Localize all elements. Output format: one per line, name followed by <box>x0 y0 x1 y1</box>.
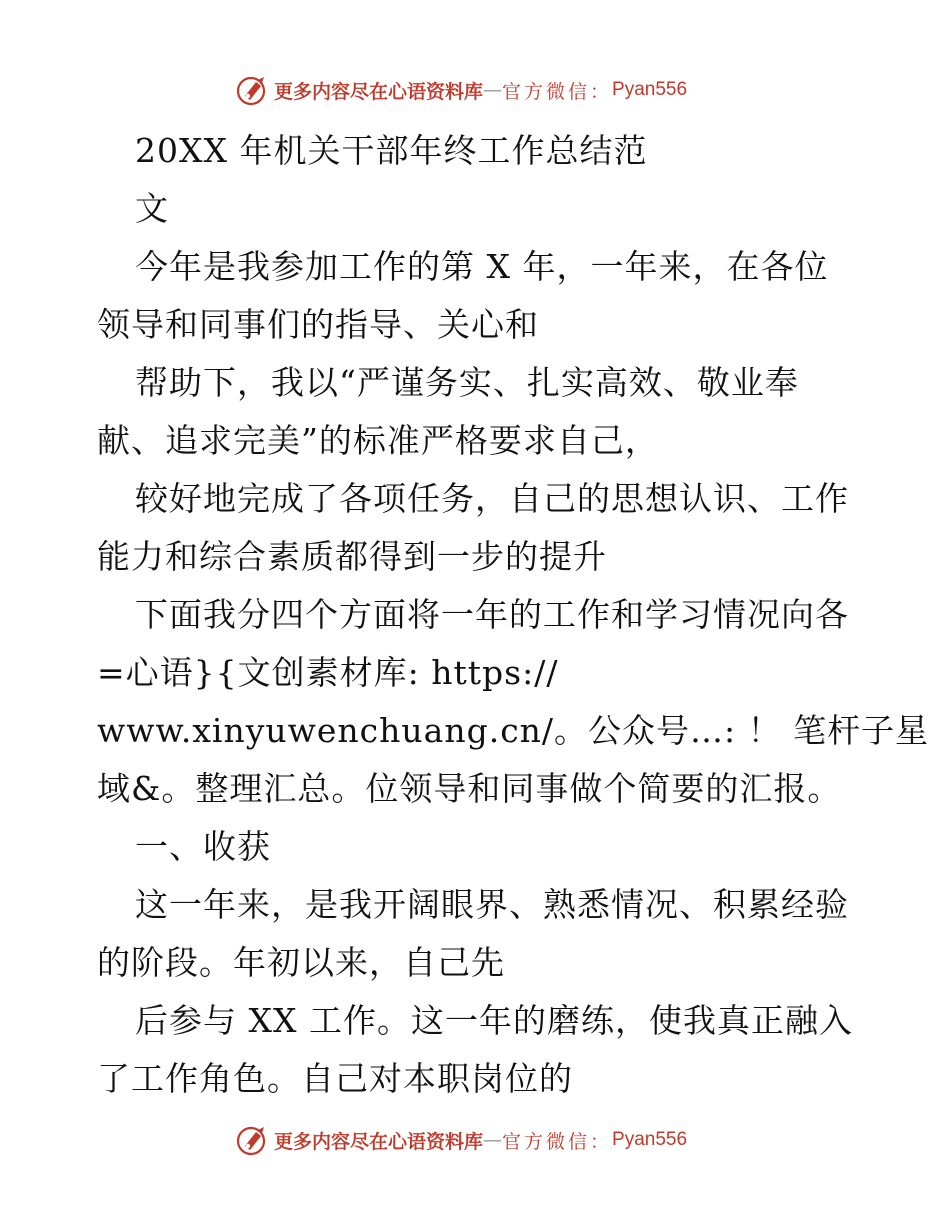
footer-watermark-banner <box>236 1123 687 1157</box>
document-line: 域&。整理汇总。位领导和同事做个简要的汇报。 <box>97 769 842 808</box>
header-watermark-banner <box>236 73 687 107</box>
document-line: =心语}{文创素材库: https:// <box>97 653 559 692</box>
banner-wechat-label: 官方微信： <box>502 1130 613 1153</box>
document-line: 一、收获 <box>135 827 271 866</box>
banner-separator: — <box>483 79 503 101</box>
pen-nib-logo-icon <box>236 74 268 106</box>
banner-separator: — <box>483 1129 503 1151</box>
document-line: 了工作角色。自己对本职岗位的 <box>97 1059 573 1098</box>
pen-nib-logo-icon <box>236 1124 268 1156</box>
document-line: 下面我分四个方面将一年的工作和学习情况向各 <box>135 595 849 634</box>
banner-wechat-id: Pyan556 <box>612 79 688 100</box>
banner-wechat-label: 官方微信： <box>502 80 613 103</box>
document-line: 后参与 XX 工作。这一年的磨练，使我真正融入 <box>135 1001 853 1040</box>
document-line: 的阶段。年初以来，自己先 <box>97 943 505 982</box>
document-line: 文 <box>135 189 169 228</box>
document-line: 献、追求完美”的标准严格要求自己， <box>97 421 659 460</box>
banner-main-text: 更多内容尽在心语资料库 <box>274 1130 484 1153</box>
document-line: 领导和同事们的指导、关心和 <box>97 305 539 344</box>
banner-main-text: 更多内容尽在心语资料库 <box>274 80 484 103</box>
banner-wechat-id: Pyan556 <box>612 1129 688 1150</box>
document-line: 今年是我参加工作的第 X 年，一年来，在各位 <box>135 247 829 286</box>
document-line: 能力和综合素质都得到一步的提升 <box>97 537 607 576</box>
document-line: 帮助下，我以“严谨务实、扎实高效、敬业奉 <box>135 363 799 402</box>
document-line: 20XX 年机关干部年终工作总结范 <box>135 131 648 170</box>
document-line: 较好地完成了各项任务，自己的思想认识、工作 <box>135 479 849 518</box>
document-line: 这一年来，是我开阔眼界、熟悉情况、积累经验 <box>135 885 849 924</box>
document-line: www.xinyuwenchuang.cn/。公众号…: ！ 笔杆子星 <box>97 711 930 750</box>
document-body <box>97 122 930 1108</box>
